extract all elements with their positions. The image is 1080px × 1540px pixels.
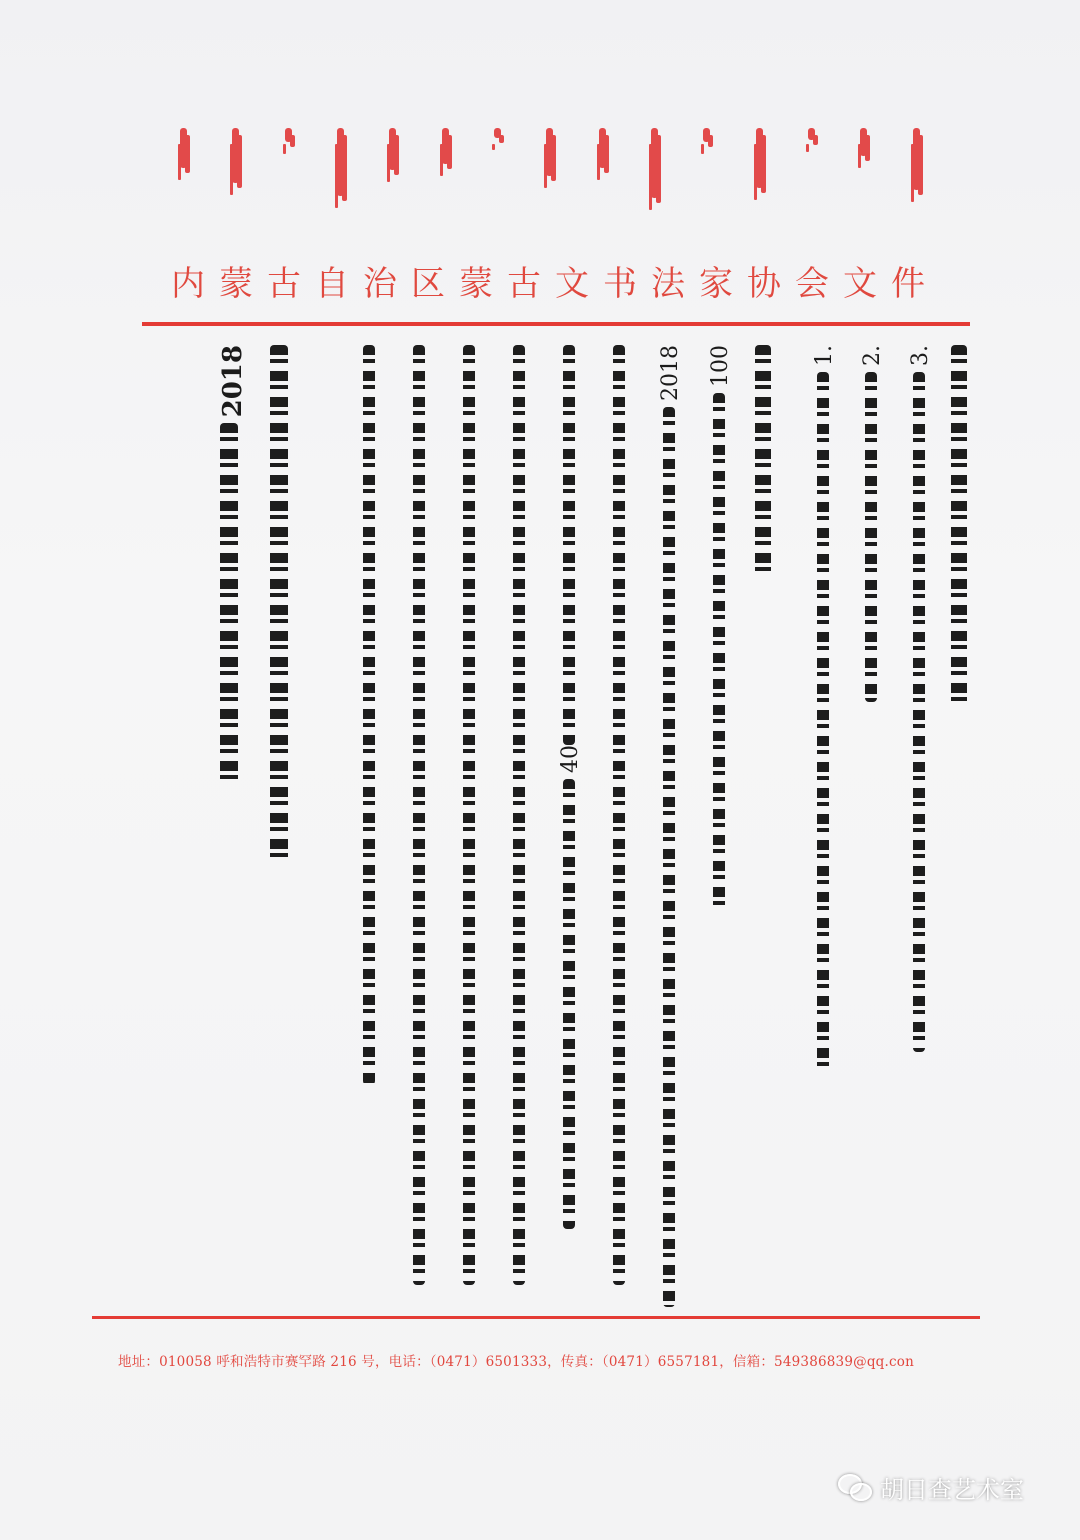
wechat-icon xyxy=(838,1474,872,1502)
text-column xyxy=(608,345,630,1285)
watermark xyxy=(838,1470,1024,1505)
signature-column xyxy=(218,345,248,783)
text-column xyxy=(408,345,430,1285)
signature-year: 2018 xyxy=(218,345,248,418)
inline-number: 2018 xyxy=(658,345,683,401)
header-red-rule xyxy=(142,322,970,326)
text-column xyxy=(752,345,774,575)
footer-contact-address: 地址：010058 呼和浩特市赛罕路 216 号，电话：（0471）6501333，传真：（0471）6557181，信箱：549386839@qq.con xyxy=(118,1354,914,1370)
text-column xyxy=(558,345,583,1229)
text-column xyxy=(948,345,970,705)
inline-number: 40 xyxy=(558,745,583,773)
text-column xyxy=(708,345,733,913)
text-column xyxy=(358,345,380,1085)
document-body-vertical-text xyxy=(150,345,970,1305)
list-number: 1. xyxy=(812,345,837,366)
list-number: 2. xyxy=(860,345,885,366)
text-column xyxy=(458,345,480,1285)
mongolian-header-title xyxy=(180,128,920,228)
text-column xyxy=(658,345,683,1307)
text-column xyxy=(812,345,837,1072)
watermark-label: 胡日查艺术室 xyxy=(880,1476,1024,1504)
inline-number: 100 xyxy=(708,345,733,387)
text-column xyxy=(860,345,885,702)
footer-red-rule xyxy=(92,1316,980,1319)
list-number: 3. xyxy=(908,345,933,366)
signature-column xyxy=(268,345,290,865)
chinese-organisation-title: 内蒙古自治区蒙古文书法家协会文件 xyxy=(171,264,939,304)
text-column xyxy=(908,345,933,1052)
text-column xyxy=(508,345,530,1285)
